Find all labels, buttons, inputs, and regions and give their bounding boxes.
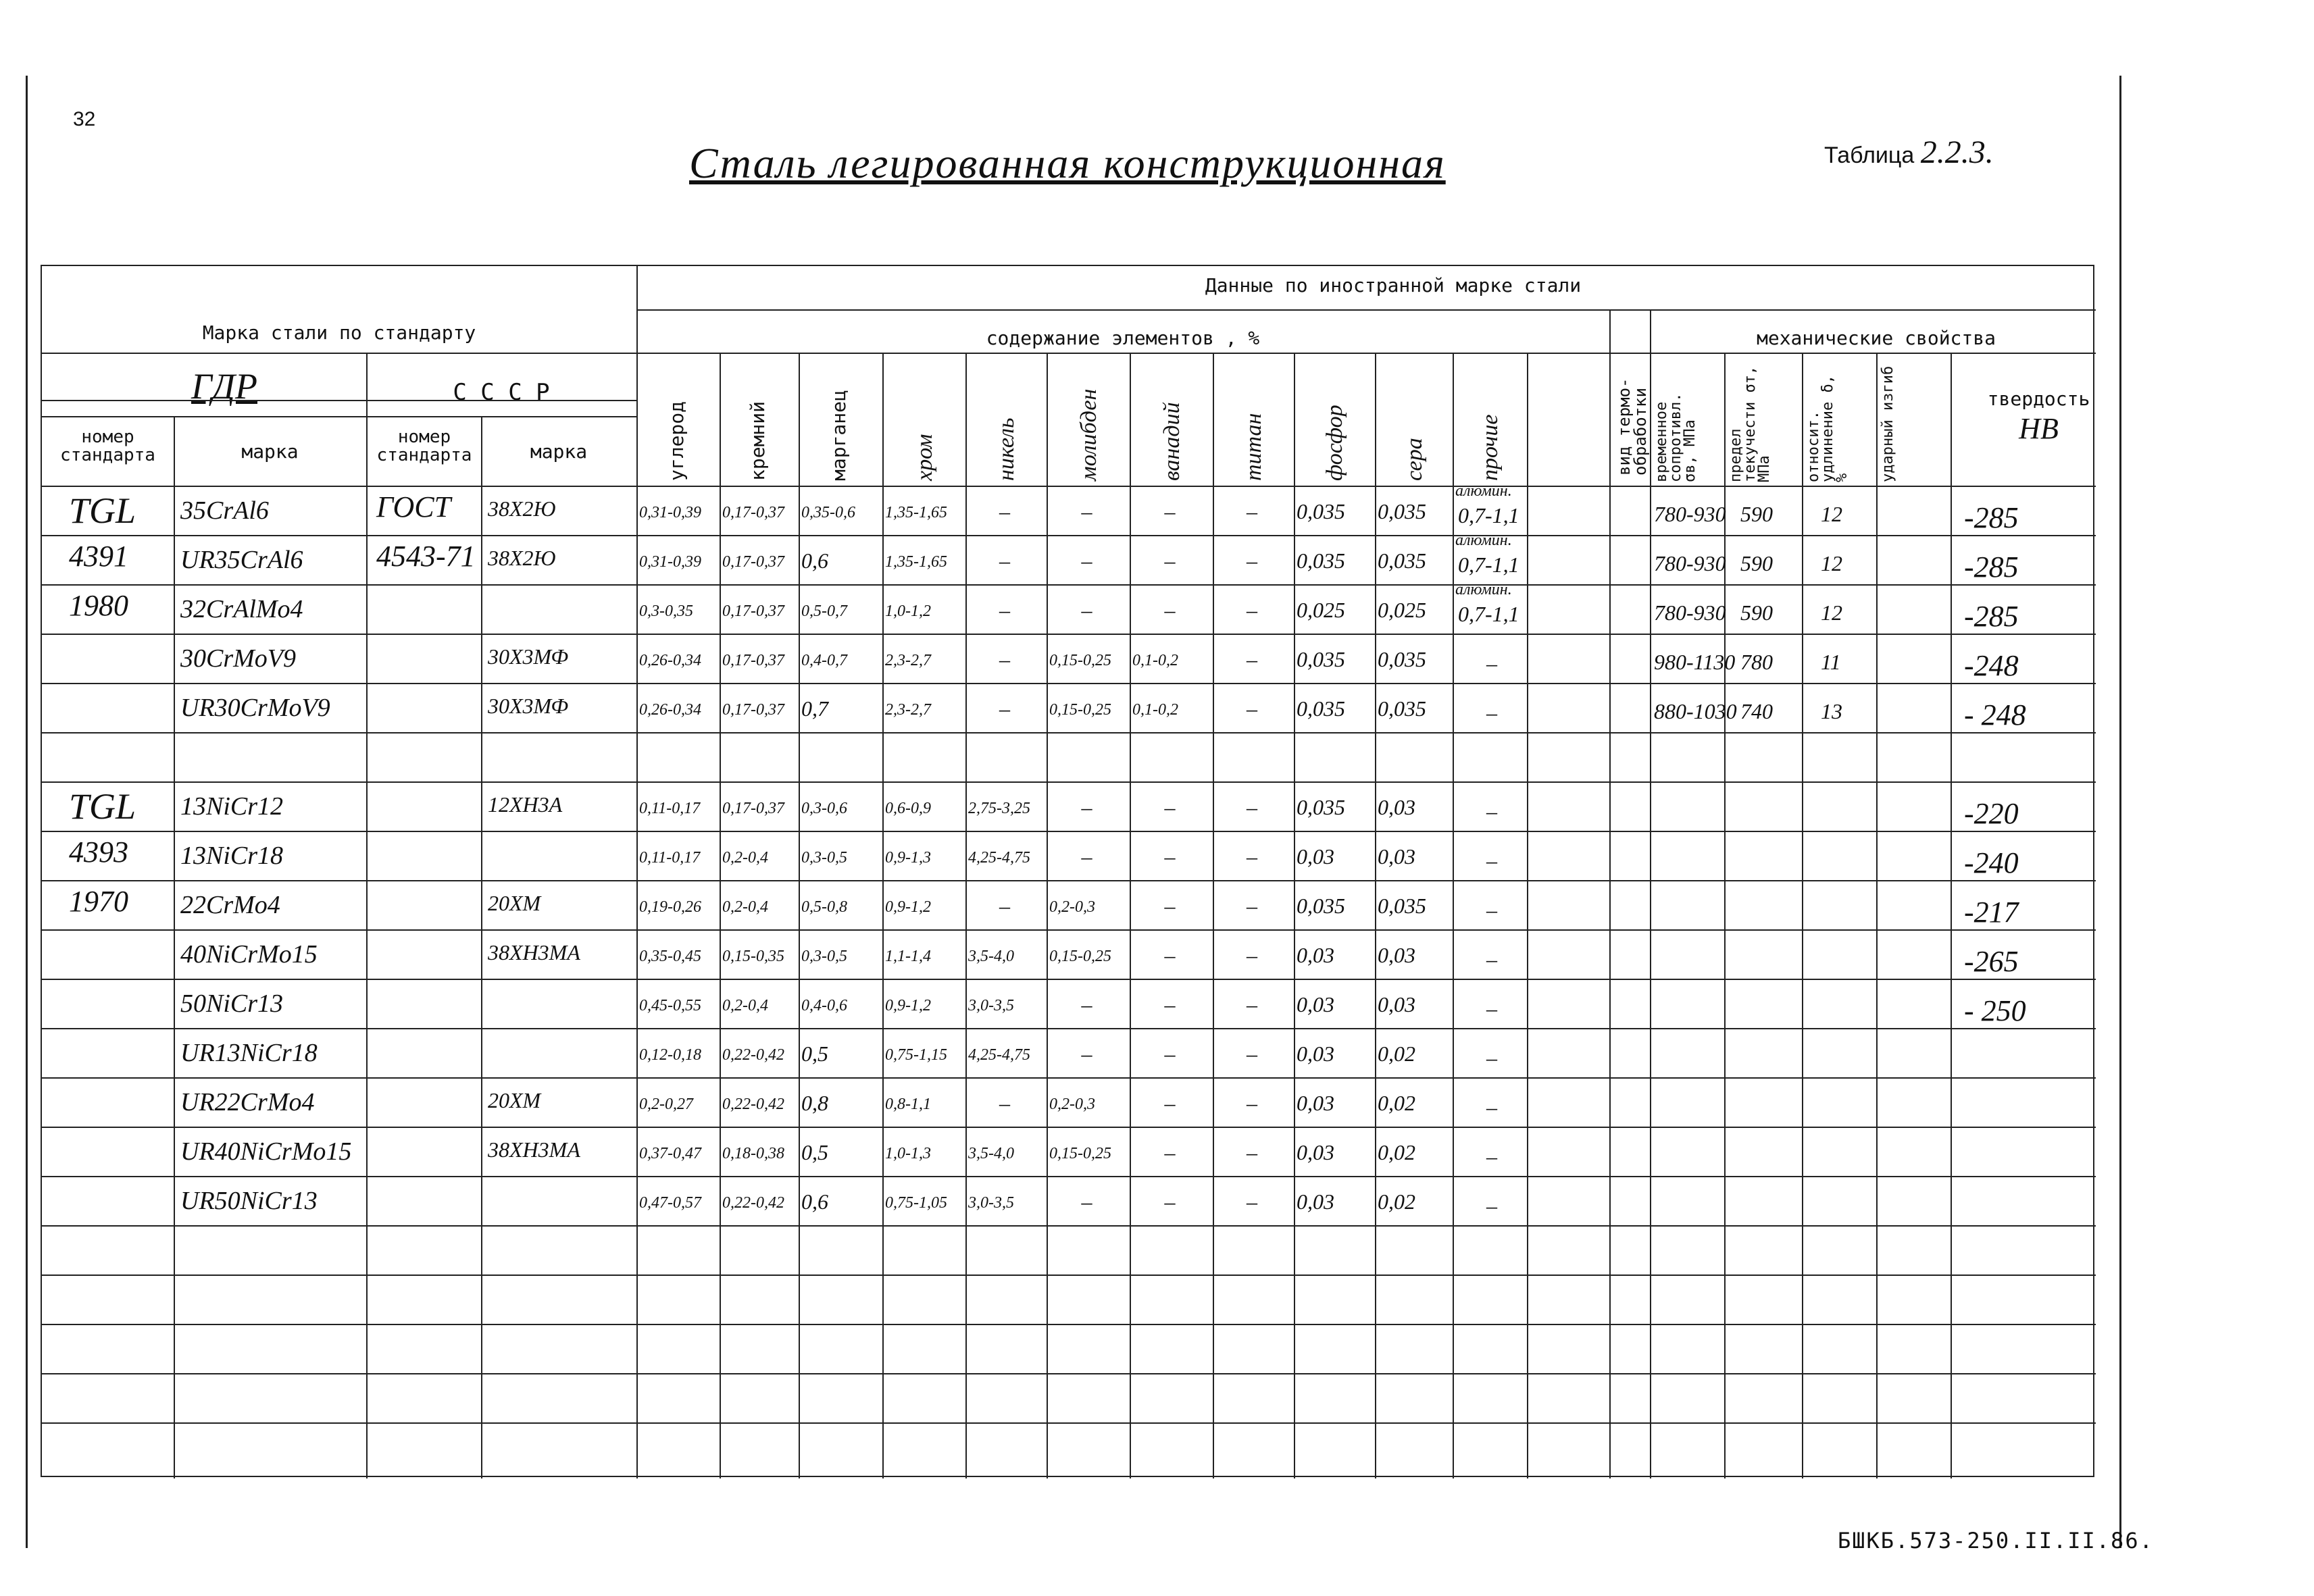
element-cell-si: 0,17-0,37 <box>722 701 784 719</box>
element-cell-ni: – <box>999 894 1010 918</box>
element-cell-c: 0,45-0,55 <box>639 997 701 1014</box>
element-cell-ti: – <box>1247 1041 1257 1066</box>
header-element-0: углерод <box>665 401 688 481</box>
element-cell-ni: – <box>999 548 1010 573</box>
element-cell-mo: – <box>1081 499 1092 523</box>
header-ussr-std-no: номер стандарта <box>376 427 472 466</box>
element-cell-v: – <box>1164 844 1176 869</box>
element-cell-s: 0,035 <box>1378 894 1426 918</box>
gdr-standard-cell: 4391 <box>69 540 128 573</box>
ussr-standard-cell: 4543-71 <box>376 540 476 573</box>
element-cell-mo: 0,2-0,3 <box>1049 1096 1095 1113</box>
rule-vertical <box>1650 309 1651 1478</box>
yield-cell: 780 <box>1740 650 1773 674</box>
element-cell-p: 0,025 <box>1297 598 1345 622</box>
gdr-standard-cell: 1970 <box>69 885 128 918</box>
header-foreign-data: Данные по иностранной марке стали <box>1205 274 1582 297</box>
element-cell-s: 0,025 <box>1378 598 1426 622</box>
rule-vertical <box>1047 353 1048 1478</box>
tensile-cell: 780-930 <box>1654 502 1726 526</box>
element-cell-mn: 0,4-0,7 <box>801 652 847 669</box>
ussr-grade-cell: 12ХН3А <box>488 792 563 817</box>
hardness-cell: -240 <box>1964 846 2019 879</box>
hardness-cell: -285 <box>1964 550 2019 584</box>
header-element-7: титан <box>1241 413 1266 481</box>
header-grade-by-standard: Марка стали по стандарту <box>202 321 476 344</box>
element-cell-mo: – <box>1081 992 1092 1016</box>
gdr-grade-cell: 40NiCrMo15 <box>180 940 318 969</box>
element-cell-si: 0,2-0,4 <box>722 997 768 1014</box>
gdr-standard-cell: TGL <box>69 786 136 827</box>
row-rule <box>42 1422 2096 1424</box>
element-cell-mo: – <box>1081 598 1092 622</box>
rule-vertical <box>965 353 967 1478</box>
element-cell-s: 0,035 <box>1378 548 1426 573</box>
element-cell-p: 0,035 <box>1297 696 1345 721</box>
hardness-cell: -285 <box>1964 501 2019 534</box>
element-cell-s: 0,02 <box>1378 1140 1415 1164</box>
element-cell-si: 0,22-0,42 <box>722 1096 784 1113</box>
element-cell-mo: – <box>1081 1189 1092 1214</box>
element-cell-ti: – <box>1247 1140 1257 1164</box>
yield-cell: 590 <box>1740 551 1773 575</box>
row-rule <box>42 1127 2096 1128</box>
element-cell-si: 0,17-0,37 <box>722 553 784 571</box>
other-cell: 0,7-1,1 <box>1458 503 1519 527</box>
rule-vertical <box>481 416 482 1478</box>
row-rule <box>42 1077 2096 1079</box>
page-title: Сталь легированная конструкционная <box>689 139 1446 187</box>
other-cell: – <box>1486 898 1497 922</box>
element-cell-p: 0,035 <box>1297 795 1345 819</box>
row-rule <box>42 683 2096 684</box>
element-cell-mn: 0,35-0,6 <box>801 504 855 521</box>
element-cell-v: – <box>1164 943 1176 967</box>
rule-vertical <box>1527 353 1528 1478</box>
element-cell-c: 0,31-0,39 <box>639 553 701 571</box>
element-cell-mo: 0,15-0,25 <box>1049 701 1111 719</box>
gdr-standard-cell: 4393 <box>69 835 128 869</box>
gdr-standard-cell: TGL <box>69 490 136 531</box>
element-cell-cr: 2,3-2,7 <box>885 652 931 669</box>
element-cell-ni: 3,5-4,0 <box>968 948 1014 965</box>
element-cell-ti: – <box>1247 943 1257 967</box>
yield-cell: 740 <box>1740 699 1773 723</box>
element-cell-mn: 0,5 <box>801 1140 828 1164</box>
document-code: БШКБ.573-250.II.II.86. <box>1838 1528 2154 1553</box>
other-cell: – <box>1486 1144 1497 1168</box>
element-cell-ti: – <box>1247 548 1257 573</box>
element-cell-c: 0,12-0,18 <box>639 1046 701 1064</box>
rule-vertical <box>1294 353 1295 1478</box>
header-mech-3: ударный изгиб <box>1880 365 1896 482</box>
header-element-6: ванадий <box>1159 402 1184 481</box>
element-cell-c: 0,37-0,47 <box>639 1145 701 1162</box>
element-cell-c: 0,26-0,34 <box>639 652 701 669</box>
header-hardness: твердость <box>1987 388 2090 410</box>
element-cell-s: 0,035 <box>1378 647 1426 671</box>
hardness-cell: -265 <box>1964 945 2019 978</box>
element-cell-cr: 1,35-1,65 <box>885 504 947 521</box>
element-cell-mo: – <box>1081 795 1092 819</box>
gdr-grade-cell: 22CrMo4 <box>180 891 280 919</box>
element-cell-cr: 1,1-1,4 <box>885 948 931 965</box>
element-cell-p: 0,03 <box>1297 1041 1334 1066</box>
gdr-grade-cell: UR50NiCr13 <box>180 1187 318 1215</box>
other-cell: – <box>1486 947 1497 971</box>
header-gdr-grade: марка <box>241 440 299 463</box>
element-cell-mn: 0,8 <box>801 1091 828 1115</box>
element-cell-s: 0,03 <box>1378 795 1415 819</box>
rule-vertical <box>1951 353 1952 1478</box>
element-cell-c: 0,35-0,45 <box>639 948 701 965</box>
element-cell-si: 0,2-0,4 <box>722 849 768 867</box>
other-cell: – <box>1486 700 1497 725</box>
tensile-cell: 880-1030 <box>1654 699 1737 723</box>
element-cell-v: – <box>1164 1189 1176 1214</box>
element-cell-mn: 0,3-0,5 <box>801 849 847 867</box>
other-cell: – <box>1486 651 1497 675</box>
header-element-3: хром <box>911 434 937 481</box>
element-cell-p: 0,03 <box>1297 844 1334 869</box>
other-cell: – <box>1486 1193 1497 1218</box>
element-cell-mn: 0,3-0,5 <box>801 948 847 965</box>
element-cell-p: 0,03 <box>1297 992 1334 1016</box>
rule-vertical <box>799 353 800 1478</box>
rule-vertical <box>720 353 721 1478</box>
gdr-grade-cell: 30CrMoV9 <box>180 644 296 673</box>
element-cell-mo: 0,15-0,25 <box>1049 948 1111 965</box>
elongation-cell: 12 <box>1821 600 1842 625</box>
ussr-grade-cell: 30Х3МФ <box>488 644 569 669</box>
element-cell-v: 0,1-0,2 <box>1132 652 1178 669</box>
element-cell-v: – <box>1164 1041 1176 1066</box>
row-rule <box>42 1028 2096 1029</box>
header-element-10: прочие <box>1478 414 1503 481</box>
rule-vertical <box>1876 353 1878 1478</box>
element-cell-si: 0,17-0,37 <box>722 652 784 669</box>
row-rule <box>42 1373 2096 1374</box>
hardness-cell: - 248 <box>1964 698 2026 731</box>
rule-vertical <box>1802 353 1803 1478</box>
element-cell-s: 0,035 <box>1378 696 1426 721</box>
element-cell-si: 0,18-0,38 <box>722 1145 784 1162</box>
element-cell-mn: 0,5-0,7 <box>801 602 847 620</box>
element-cell-s: 0,02 <box>1378 1189 1415 1214</box>
rule-vertical <box>1609 309 1611 1478</box>
ussr-grade-cell: 20ХМ <box>488 891 541 915</box>
other-cell: – <box>1486 1095 1497 1119</box>
tensile-cell: 980-1130 <box>1654 650 1736 674</box>
elongation-cell: 12 <box>1821 551 1842 575</box>
yield-cell: 590 <box>1740 502 1773 526</box>
rule-header-3 <box>42 400 636 401</box>
other-cell: – <box>1486 799 1497 823</box>
header-element-9: сера <box>1401 438 1427 481</box>
element-cell-v: – <box>1164 499 1176 523</box>
element-cell-ni: – <box>999 499 1010 523</box>
element-cell-ni: – <box>999 696 1010 721</box>
row-rule <box>42 979 2096 980</box>
element-cell-ti: – <box>1247 499 1257 523</box>
element-cell-v: – <box>1164 1091 1176 1115</box>
header-mech-2: относит. удлинение δ, % <box>1805 375 1851 482</box>
element-cell-s: 0,03 <box>1378 943 1415 967</box>
element-cell-p: 0,035 <box>1297 647 1345 671</box>
row-rule <box>42 1176 2096 1177</box>
header-mech-1: предел текучести σт, МПа <box>1728 365 1773 482</box>
element-cell-ti: – <box>1247 894 1257 918</box>
element-cell-c: 0,11-0,17 <box>639 800 701 817</box>
page-number: 32 <box>73 108 96 130</box>
gdr-grade-cell: UR22CrMo4 <box>180 1088 315 1116</box>
element-cell-v: – <box>1164 548 1176 573</box>
element-cell-ti: – <box>1247 598 1257 622</box>
rule-vertical <box>1213 353 1214 1478</box>
hardness-cell: -285 <box>1964 600 2019 633</box>
element-cell-ni: – <box>999 598 1010 622</box>
rule-header-4 <box>42 416 636 417</box>
element-cell-si: 0,15-0,35 <box>722 948 784 965</box>
element-cell-ni: 3,5-4,0 <box>968 1145 1014 1162</box>
ussr-standard-cell: ГОСТ <box>376 490 451 523</box>
element-cell-v: – <box>1164 894 1176 918</box>
other-note-cell: алюмин. <box>1455 581 1512 598</box>
rule-header-bottom <box>42 486 2096 487</box>
rule-vertical <box>1453 353 1454 1478</box>
other-cell: – <box>1486 996 1497 1021</box>
element-cell-ni: 3,0-3,5 <box>968 997 1014 1014</box>
element-cell-p: 0,035 <box>1297 499 1345 523</box>
rule-vertical <box>636 266 638 1478</box>
header-gdr: ГДР <box>191 366 258 407</box>
element-cell-v: – <box>1164 1140 1176 1164</box>
element-cell-cr: 1,0-1,2 <box>885 602 931 620</box>
element-cell-cr: 1,35-1,65 <box>885 553 947 571</box>
gdr-grade-cell: 13NiCr12 <box>180 792 284 821</box>
gdr-grade-cell: UR30CrMoV9 <box>180 694 330 722</box>
row-rule <box>42 732 2096 733</box>
element-cell-si: 0,2-0,4 <box>722 898 768 916</box>
element-cell-mn: 0,4-0,6 <box>801 997 847 1014</box>
element-cell-s: 0,02 <box>1378 1091 1415 1115</box>
element-cell-c: 0,47-0,57 <box>639 1194 701 1212</box>
element-cell-mn: 0,5 <box>801 1041 828 1066</box>
element-cell-mn: 0,7 <box>801 696 828 721</box>
tensile-cell: 780-930 <box>1654 551 1726 575</box>
row-rule <box>42 781 2096 783</box>
gdr-grade-cell: 13NiCr18 <box>180 842 284 870</box>
header-element-2: марганец <box>828 390 850 481</box>
header-hardness-unit: НВ <box>2019 412 2059 445</box>
header-mech-0: временное сопротивл. σв, МПа <box>1653 392 1699 482</box>
other-note-cell: алюмин. <box>1455 532 1512 549</box>
element-cell-c: 0,2-0,27 <box>639 1096 693 1113</box>
element-cell-mn: 0,6 <box>801 1189 828 1214</box>
element-cell-c: 0,31-0,39 <box>639 504 701 521</box>
ussr-grade-cell: 38ХН3МА <box>488 940 580 964</box>
rule-header-2 <box>42 353 2096 354</box>
rule-header-1 <box>636 309 2096 311</box>
element-cell-cr: 0,9-1,2 <box>885 997 931 1014</box>
element-cell-mo: 0,15-0,25 <box>1049 1145 1111 1162</box>
element-cell-ni: – <box>999 647 1010 671</box>
ussr-grade-cell: 38ХН3МА <box>488 1137 580 1162</box>
header-element-4: никель <box>994 417 1019 481</box>
element-cell-si: 0,17-0,37 <box>722 800 784 817</box>
element-cell-ti: – <box>1247 992 1257 1016</box>
element-cell-p: 0,035 <box>1297 894 1345 918</box>
element-cell-si: 0,17-0,37 <box>722 602 784 620</box>
yield-cell: 590 <box>1740 600 1773 625</box>
element-cell-p: 0,035 <box>1297 548 1345 573</box>
element-cell-si: 0,17-0,37 <box>722 504 784 521</box>
element-cell-p: 0,03 <box>1297 1140 1334 1164</box>
element-cell-ti: – <box>1247 1091 1257 1115</box>
element-cell-v: – <box>1164 992 1176 1016</box>
gdr-standard-cell: 1980 <box>69 589 128 622</box>
gdr-grade-cell: 32CrAlMo4 <box>180 595 303 623</box>
element-cell-mn: 0,5-0,8 <box>801 898 847 916</box>
element-cell-mo: – <box>1081 844 1092 869</box>
element-cell-v: – <box>1164 795 1176 819</box>
gdr-grade-cell: 35CrAl6 <box>180 496 269 525</box>
element-cell-mo: 0,2-0,3 <box>1049 898 1095 916</box>
element-cell-cr: 0,75-1,05 <box>885 1194 947 1212</box>
element-cell-p: 0,03 <box>1297 1091 1334 1115</box>
hardness-cell: -220 <box>1964 797 2019 830</box>
gdr-grade-cell: UR13NiCr18 <box>180 1039 318 1067</box>
other-cell: 0,7-1,1 <box>1458 552 1519 577</box>
table-label-text: Таблица <box>1824 143 1915 168</box>
element-cell-ti: – <box>1247 1189 1257 1214</box>
row-rule <box>42 880 2096 881</box>
row-rule <box>42 634 2096 635</box>
element-cell-ti: – <box>1247 795 1257 819</box>
element-cell-c: 0,3-0,35 <box>639 602 693 620</box>
element-cell-c: 0,26-0,34 <box>639 701 701 719</box>
element-cell-ti: – <box>1247 844 1257 869</box>
element-cell-cr: 0,8-1,1 <box>885 1096 931 1113</box>
table-number: 2.2.3. <box>1920 134 1994 170</box>
element-cell-si: 0,22-0,42 <box>722 1046 784 1064</box>
element-cell-cr: 1,0-1,3 <box>885 1145 931 1162</box>
ussr-grade-cell: 38Х2Ю <box>488 546 556 570</box>
element-cell-ni: 4,25-4,75 <box>968 1046 1030 1064</box>
element-cell-s: 0,02 <box>1378 1041 1415 1066</box>
element-cell-s: 0,03 <box>1378 844 1415 869</box>
other-cell: – <box>1486 848 1497 873</box>
header-element-8: фосфор <box>1322 405 1347 481</box>
row-rule <box>42 1275 2096 1276</box>
element-cell-p: 0,03 <box>1297 1189 1334 1214</box>
row-rule <box>42 535 2096 536</box>
element-cell-cr: 0,9-1,2 <box>885 898 931 916</box>
element-cell-mo: – <box>1081 1041 1092 1066</box>
row-rule <box>42 1324 2096 1325</box>
tensile-cell: 780-930 <box>1654 600 1726 625</box>
element-cell-mn: 0,6 <box>801 548 828 573</box>
hardness-cell: -248 <box>1964 649 2019 682</box>
other-cell: – <box>1486 1046 1497 1070</box>
header-gdr-std-no: номер стандарта <box>60 427 155 466</box>
gdr-grade-cell: UR35CrAl6 <box>180 546 303 574</box>
row-rule <box>42 929 2096 931</box>
hardness-cell: -217 <box>1964 896 2019 929</box>
element-cell-mo: 0,15-0,25 <box>1049 652 1111 669</box>
element-cell-c: 0,11-0,17 <box>639 849 701 867</box>
element-cell-si: 0,22-0,42 <box>722 1194 784 1212</box>
elongation-cell: 12 <box>1821 502 1842 526</box>
element-cell-ti: – <box>1247 696 1257 721</box>
header-ussr: С С С Р <box>453 379 550 406</box>
element-cell-s: 0,035 <box>1378 499 1426 523</box>
element-cell-cr: 2,3-2,7 <box>885 701 931 719</box>
ussr-grade-cell: 38Х2Ю <box>488 496 556 521</box>
element-cell-v: – <box>1164 598 1176 622</box>
element-cell-mo: – <box>1081 548 1092 573</box>
header-ussr-grade: марка <box>530 440 588 463</box>
rule-vertical <box>366 353 368 1478</box>
element-cell-ni: 2,75-3,25 <box>968 800 1030 817</box>
hardness-cell: - 250 <box>1964 994 2026 1027</box>
gdr-grade-cell: 50NiCr13 <box>180 989 284 1018</box>
element-cell-cr: 0,9-1,3 <box>885 849 931 867</box>
row-rule <box>42 584 2096 586</box>
element-cell-cr: 0,75-1,15 <box>885 1046 947 1064</box>
element-cell-cr: 0,6-0,9 <box>885 800 931 817</box>
element-cell-p: 0,03 <box>1297 943 1334 967</box>
header-element-5: молибден <box>1076 388 1101 481</box>
other-note-cell: алюмин. <box>1455 482 1512 500</box>
header-heat-treatment: вид термо- обработки <box>1615 378 1650 475</box>
element-cell-ti: – <box>1247 647 1257 671</box>
rule-vertical <box>882 353 884 1478</box>
row-rule <box>42 831 2096 832</box>
steel-table <box>41 265 2094 1477</box>
rule-vertical <box>1375 353 1376 1478</box>
elongation-cell: 13 <box>1821 699 1842 723</box>
row-rule <box>42 1225 2096 1227</box>
table-label <box>1824 134 1994 171</box>
gdr-grade-cell: UR40NiCrMo15 <box>180 1137 352 1166</box>
element-cell-ni: 3,0-3,5 <box>968 1194 1014 1212</box>
element-cell-mn: 0,3-0,6 <box>801 800 847 817</box>
elongation-cell: 11 <box>1821 650 1841 674</box>
header-element-content: содержание элементов , % <box>986 327 1260 349</box>
header-mechanical-properties: механические свойства <box>1756 327 1996 349</box>
element-cell-c: 0,19-0,26 <box>639 898 701 916</box>
rule-vertical <box>1130 353 1131 1478</box>
ussr-grade-cell: 30Х3МФ <box>488 694 569 718</box>
element-cell-ni: – <box>999 1091 1010 1115</box>
element-cell-ni: 4,25-4,75 <box>968 849 1030 867</box>
element-cell-s: 0,03 <box>1378 992 1415 1016</box>
element-cell-v: 0,1-0,2 <box>1132 701 1178 719</box>
other-cell: 0,7-1,1 <box>1458 602 1519 626</box>
header-element-1: кремний <box>746 401 769 481</box>
ussr-grade-cell: 20ХМ <box>488 1088 541 1112</box>
rule-vertical <box>174 416 175 1478</box>
